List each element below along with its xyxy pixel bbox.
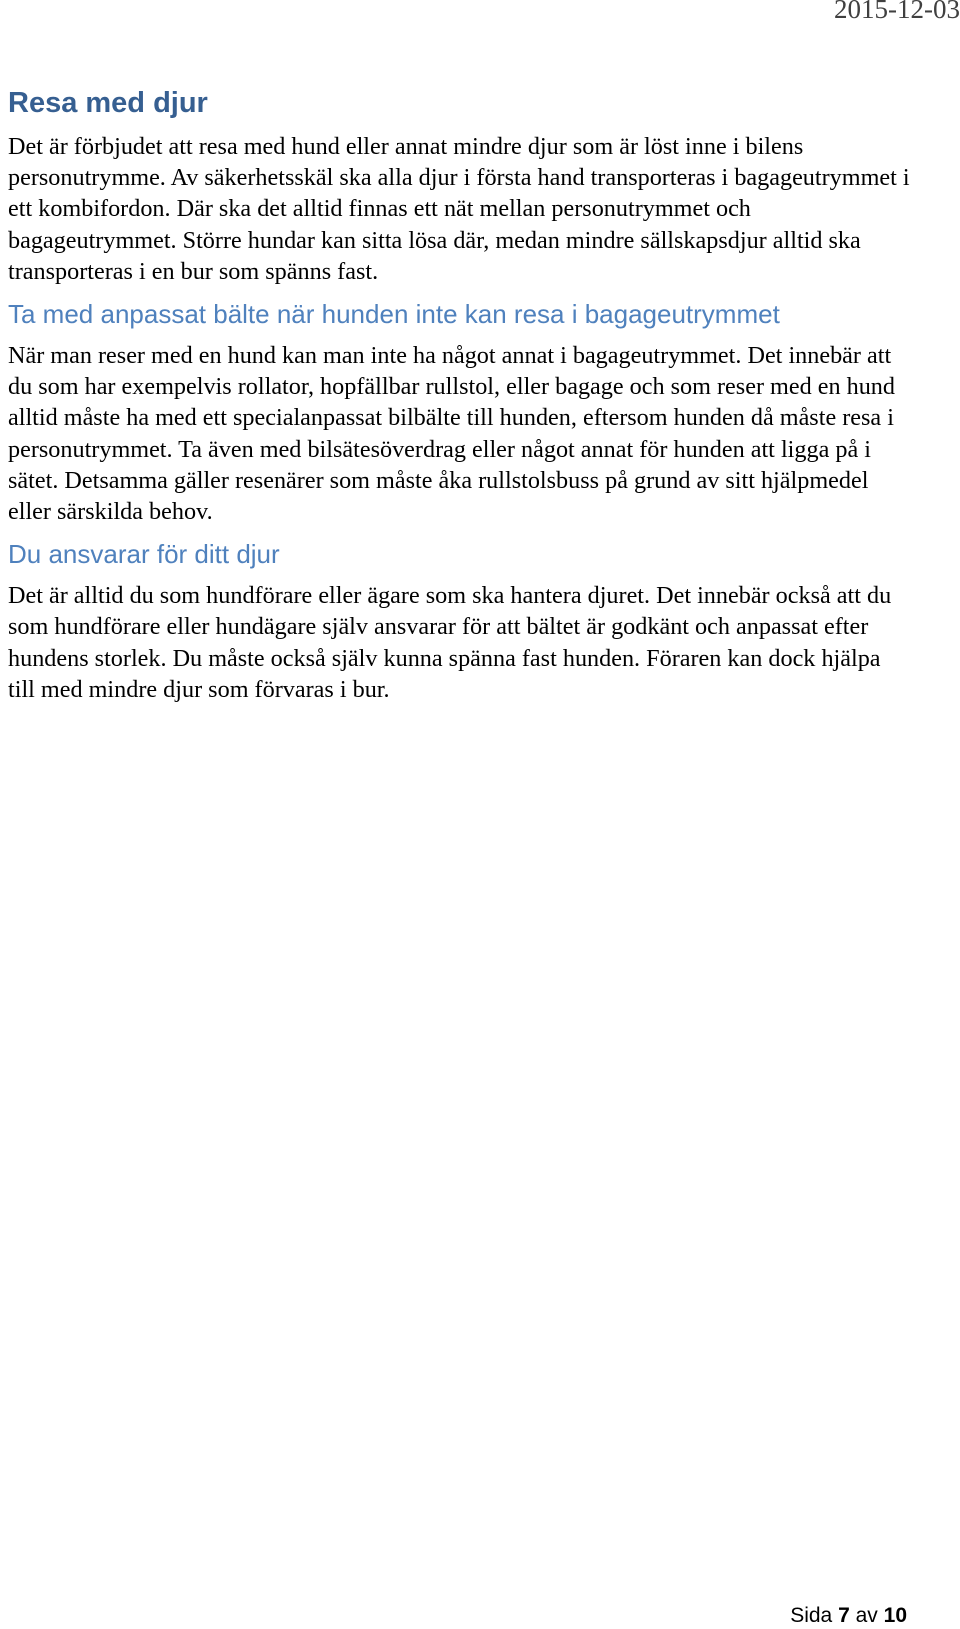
document-content	[8, 83, 913, 705]
page-total: 10	[883, 1604, 907, 1627]
section-body-ansvar: Det är alltid du som hundförare eller ägare som ska hantera djuret. Det innebär också att du som hundförare eller hundägare själv ansvarar för att bältet är godkänt och anpassat efter hundens storlek. Du måste också själv kunna spänna fast hunden. Föraren kan dock hjälpa till med mindre djur som förvaras i bur.	[8, 582, 892, 703]
section-heading-resa-med-djur: Resa med djur	[8, 87, 208, 119]
page-number: 7	[838, 1604, 850, 1627]
page-footer	[790, 1603, 907, 1629]
section-body-resa-med-djur: Det är förbjudet att resa med hund eller annat mindre djur som är löst inne i bilens personutrymme. Av säkerhetsskäl ska alla djur i första hand transporteras i bagageutrymmet i ett kombifordon. Där ska det alltid finnas ett nät mellan personutrymmet och bagageutrymmet. Större hundar kan sitta lösa där, medan mindre sällskapsdjur alltid ska transporteras i en bur som spänns fast.	[8, 133, 910, 285]
section-body-anpassat-balte: När man reser med en hund kan man inte ha något annat i bagageutrymmet. Det innebär att du som har exempelvis rollator, hopfällbar rullstol, eller bagage och som reser med en hund alltid måste ha med ett specialanpassat bilbälte till hunden, eftersom hunden då måste resa i personutrymmet. Ta även med bilsätesöverdrag eller något annat för hunden att ligga på i sätet. Detsamma gäller resenärer som måste åka rullstolsbuss på grund av sitt hjälpmedel eller särskilda behov.	[8, 342, 895, 526]
section-heading-anpassat-balte: Ta med anpassat bälte när hunden inte kan resa i bagageutrymmet	[8, 299, 780, 330]
header-date: 2015-12-03	[834, 0, 960, 24]
page-separator: av	[855, 1604, 878, 1627]
page-prefix: Sida	[790, 1604, 833, 1627]
section-heading-ansvar: Du ansvarar för ditt djur	[8, 539, 280, 570]
